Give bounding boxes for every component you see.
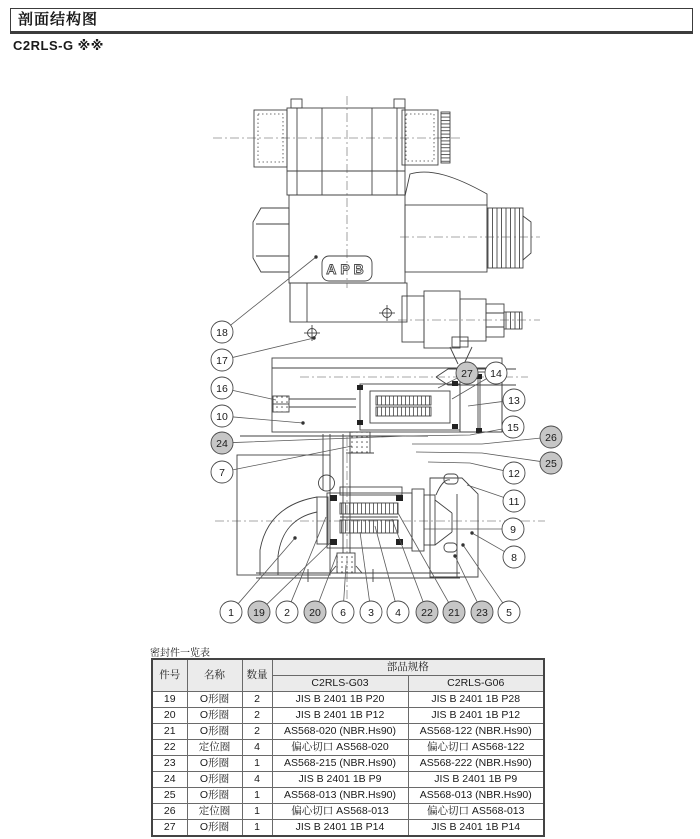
seal-table-row bbox=[152, 772, 544, 788]
leader-line-21 bbox=[398, 513, 449, 602]
cell-name: O形圈 bbox=[187, 772, 242, 788]
cell-no: 26 bbox=[152, 804, 187, 820]
leader-line-11 bbox=[467, 485, 504, 497]
manual-override-knob bbox=[487, 208, 523, 268]
svg-text:9: 9 bbox=[510, 523, 516, 536]
cell-g03: JIS B 2401 1B P12 bbox=[272, 708, 408, 724]
balloon-5 bbox=[498, 601, 520, 623]
cell-qty: 1 bbox=[242, 788, 272, 804]
pipe-port-top bbox=[444, 474, 458, 484]
svg-text:17: 17 bbox=[216, 354, 228, 367]
balloon-26 bbox=[540, 426, 562, 448]
balloon-22 bbox=[416, 601, 438, 623]
page-title: 剖面结构图 bbox=[18, 11, 99, 28]
svg-text:14: 14 bbox=[490, 367, 502, 380]
leader-dot-23 bbox=[453, 554, 456, 557]
leader-dot-10 bbox=[301, 421, 304, 424]
balloon-17 bbox=[211, 349, 233, 371]
mounting-screw-mark bbox=[379, 305, 395, 321]
leader-line-17 bbox=[233, 338, 314, 357]
cell-qty: 1 bbox=[242, 804, 272, 820]
seal-table-row bbox=[152, 804, 544, 820]
svg-text:11: 11 bbox=[508, 495, 520, 508]
seal-table-row bbox=[152, 708, 544, 724]
cell-name: O形圈 bbox=[187, 724, 242, 740]
cell-qty: 4 bbox=[242, 772, 272, 788]
balloon-15 bbox=[502, 416, 524, 438]
cell-g06: JIS B 2401 1B P9 bbox=[408, 772, 544, 788]
cell-name: O形圈 bbox=[187, 692, 242, 708]
cell-g06: JIS B 2401 1B P28 bbox=[408, 692, 544, 708]
top-bolt-right bbox=[394, 99, 405, 108]
cell-g06: 偏心切口 AS568-013 bbox=[408, 804, 544, 820]
svg-text:22: 22 bbox=[421, 606, 433, 619]
cell-name: O形圈 bbox=[187, 788, 242, 804]
spring bbox=[340, 520, 398, 533]
leader-line-5 bbox=[463, 545, 503, 603]
svg-text:13: 13 bbox=[508, 394, 520, 407]
svg-text:10: 10 bbox=[216, 410, 228, 423]
cell-name: O形圈 bbox=[187, 820, 242, 837]
svg-text:23: 23 bbox=[476, 606, 488, 619]
col-header-model-a: C2RLS-G03 bbox=[272, 676, 408, 692]
cell-no: 21 bbox=[152, 724, 187, 740]
balloon-16 bbox=[211, 377, 233, 399]
leader-line-18 bbox=[231, 257, 316, 325]
leader-line-10 bbox=[233, 417, 303, 423]
valve-body bbox=[253, 195, 407, 341]
knurled-ring bbox=[441, 112, 450, 163]
leader-line-19 bbox=[267, 543, 330, 604]
hex-locknut bbox=[486, 304, 504, 337]
svg-text:21: 21 bbox=[448, 606, 460, 619]
solenoid-assembly bbox=[254, 99, 531, 272]
svg-text:15: 15 bbox=[507, 421, 519, 434]
svg-text:20: 20 bbox=[309, 606, 321, 619]
leader-dot-8 bbox=[470, 531, 473, 534]
balloon-21 bbox=[443, 601, 465, 623]
svg-text:18: 18 bbox=[216, 326, 228, 339]
seal-table-row bbox=[152, 724, 544, 740]
balloon-23 bbox=[471, 601, 493, 623]
svg-text:2: 2 bbox=[284, 606, 290, 619]
balloon-25 bbox=[540, 452, 562, 474]
balloon-2 bbox=[276, 601, 298, 623]
balloon-7 bbox=[211, 461, 233, 483]
svg-text:1: 1 bbox=[228, 606, 234, 619]
adapter-block bbox=[290, 283, 407, 322]
svg-text:7: 7 bbox=[219, 466, 225, 479]
cell-no: 22 bbox=[152, 740, 187, 756]
col-header-name: 名称 bbox=[187, 659, 242, 692]
svg-text:27: 27 bbox=[461, 367, 473, 380]
table-caption: 密封件一览表 bbox=[150, 648, 210, 659]
balloon-9 bbox=[502, 518, 524, 540]
adjust-screw-stem bbox=[504, 312, 522, 329]
balloon-14 bbox=[485, 362, 507, 384]
cell-qty: 2 bbox=[242, 724, 272, 740]
model-code: C2RLS-G ※※ bbox=[13, 38, 104, 53]
hex-plug bbox=[253, 208, 289, 272]
svg-text:26: 26 bbox=[545, 431, 557, 444]
cell-g06: AS568-013 (NBR.Hs90) bbox=[408, 788, 544, 804]
leader-line-12 bbox=[428, 462, 503, 471]
balloon-18 bbox=[211, 321, 233, 343]
leader-line-25 bbox=[416, 452, 540, 461]
balloon-12 bbox=[503, 462, 525, 484]
leader-line-3 bbox=[360, 532, 370, 601]
balloon-3 bbox=[360, 601, 382, 623]
cell-name: 定位圈 bbox=[187, 740, 242, 756]
cell-g03: AS568-215 (NBR.Hs90) bbox=[272, 756, 408, 772]
balloon-4 bbox=[387, 601, 409, 623]
spring bbox=[340, 503, 398, 514]
balloon-24 bbox=[211, 432, 233, 454]
balloon-13 bbox=[503, 389, 525, 411]
svg-text:3: 3 bbox=[368, 606, 374, 619]
cell-no: 27 bbox=[152, 820, 187, 837]
cell-g06: AS568-122 (NBR.Hs90) bbox=[408, 724, 544, 740]
leader-line-13 bbox=[468, 401, 503, 406]
balloon-8 bbox=[503, 546, 525, 568]
cell-g03: JIS B 2401 1B P9 bbox=[272, 772, 408, 788]
cell-g06: JIS B 2401 1B P12 bbox=[408, 708, 544, 724]
col-header-model-b: C2RLS-G06 bbox=[408, 676, 544, 692]
pilot-pin bbox=[350, 432, 370, 453]
cell-qty: 4 bbox=[242, 740, 272, 756]
svg-text:16: 16 bbox=[216, 382, 228, 395]
balloon-10 bbox=[211, 405, 233, 427]
cell-no: 23 bbox=[152, 756, 187, 772]
leader-line-2 bbox=[291, 517, 326, 602]
balloon-27 bbox=[456, 362, 478, 384]
cell-qty: 1 bbox=[242, 820, 272, 837]
cell-no: 25 bbox=[152, 788, 187, 804]
balloon-19 bbox=[248, 601, 270, 623]
svg-text:12: 12 bbox=[508, 467, 520, 480]
svg-text:5: 5 bbox=[506, 606, 512, 619]
leader-dot-17 bbox=[312, 336, 315, 339]
pipe-port-bottom bbox=[444, 543, 457, 552]
base-plate bbox=[256, 553, 460, 582]
cell-no: 19 bbox=[152, 692, 187, 708]
svg-text:6: 6 bbox=[340, 606, 346, 619]
leader-line-7 bbox=[233, 446, 352, 470]
svg-text:8: 8 bbox=[511, 551, 517, 564]
cell-name: O形圈 bbox=[187, 756, 242, 772]
seal-table-row bbox=[152, 788, 544, 804]
cell-no: 20 bbox=[152, 708, 187, 724]
seal-table-row bbox=[152, 756, 544, 772]
leader-line-26 bbox=[412, 438, 540, 444]
leader-dot-5 bbox=[461, 543, 464, 546]
col-header-spec-group: 部品规格 bbox=[272, 659, 544, 676]
svg-text:25: 25 bbox=[545, 457, 557, 470]
cell-g03: JIS B 2401 1B P14 bbox=[272, 820, 408, 837]
cell-g03: 偏心切口 AS568-020 bbox=[272, 740, 408, 756]
cell-name: 定位圈 bbox=[187, 804, 242, 820]
balloon-6 bbox=[332, 601, 354, 623]
leader-line-8 bbox=[472, 533, 504, 552]
cell-g03: JIS B 2401 1B P20 bbox=[272, 692, 408, 708]
cell-g06: AS568-222 (NBR.Hs90) bbox=[408, 756, 544, 772]
seal-table-row bbox=[152, 692, 544, 708]
cell-qty: 2 bbox=[242, 692, 272, 708]
leader-line-1 bbox=[238, 538, 295, 604]
main-spool-assembly bbox=[237, 434, 478, 577]
cell-qty: 2 bbox=[242, 708, 272, 724]
leader-line-4 bbox=[375, 526, 395, 601]
seal-table-row bbox=[152, 740, 544, 756]
relief-valve-assembly bbox=[402, 291, 522, 364]
cell-g03: 偏心切口 AS568-013 bbox=[272, 804, 408, 820]
leader-line-22 bbox=[392, 519, 423, 602]
svg-text:24: 24 bbox=[216, 437, 228, 450]
cell-g03: AS568-020 (NBR.Hs90) bbox=[272, 724, 408, 740]
cell-name: O形圈 bbox=[187, 708, 242, 724]
seal-parts-table bbox=[151, 658, 545, 837]
leader-line-16 bbox=[233, 390, 276, 400]
cell-g06: 偏心切口 AS568-122 bbox=[408, 740, 544, 756]
leader-line-24 bbox=[233, 436, 406, 443]
top-bolt-left bbox=[291, 99, 302, 108]
cell-no: 24 bbox=[152, 772, 187, 788]
seal-table-row bbox=[152, 820, 544, 837]
cell-g03: AS568-013 (NBR.Hs90) bbox=[272, 788, 408, 804]
balloon-1 bbox=[220, 601, 242, 623]
svg-text:4: 4 bbox=[395, 606, 401, 619]
engraving-text: APB bbox=[326, 261, 368, 277]
col-header-qty: 数量 bbox=[242, 659, 272, 692]
svg-text:19: 19 bbox=[253, 606, 265, 619]
col-header-part-no: 件号 bbox=[152, 659, 187, 692]
leader-dot-1 bbox=[293, 536, 296, 539]
balloon-20 bbox=[304, 601, 326, 623]
cell-g06: JIS B 2401 1B P14 bbox=[408, 820, 544, 837]
balloon-11 bbox=[503, 490, 525, 512]
cell-qty: 1 bbox=[242, 756, 272, 772]
leader-line-23 bbox=[455, 556, 477, 602]
leader-dot-18 bbox=[314, 255, 317, 258]
